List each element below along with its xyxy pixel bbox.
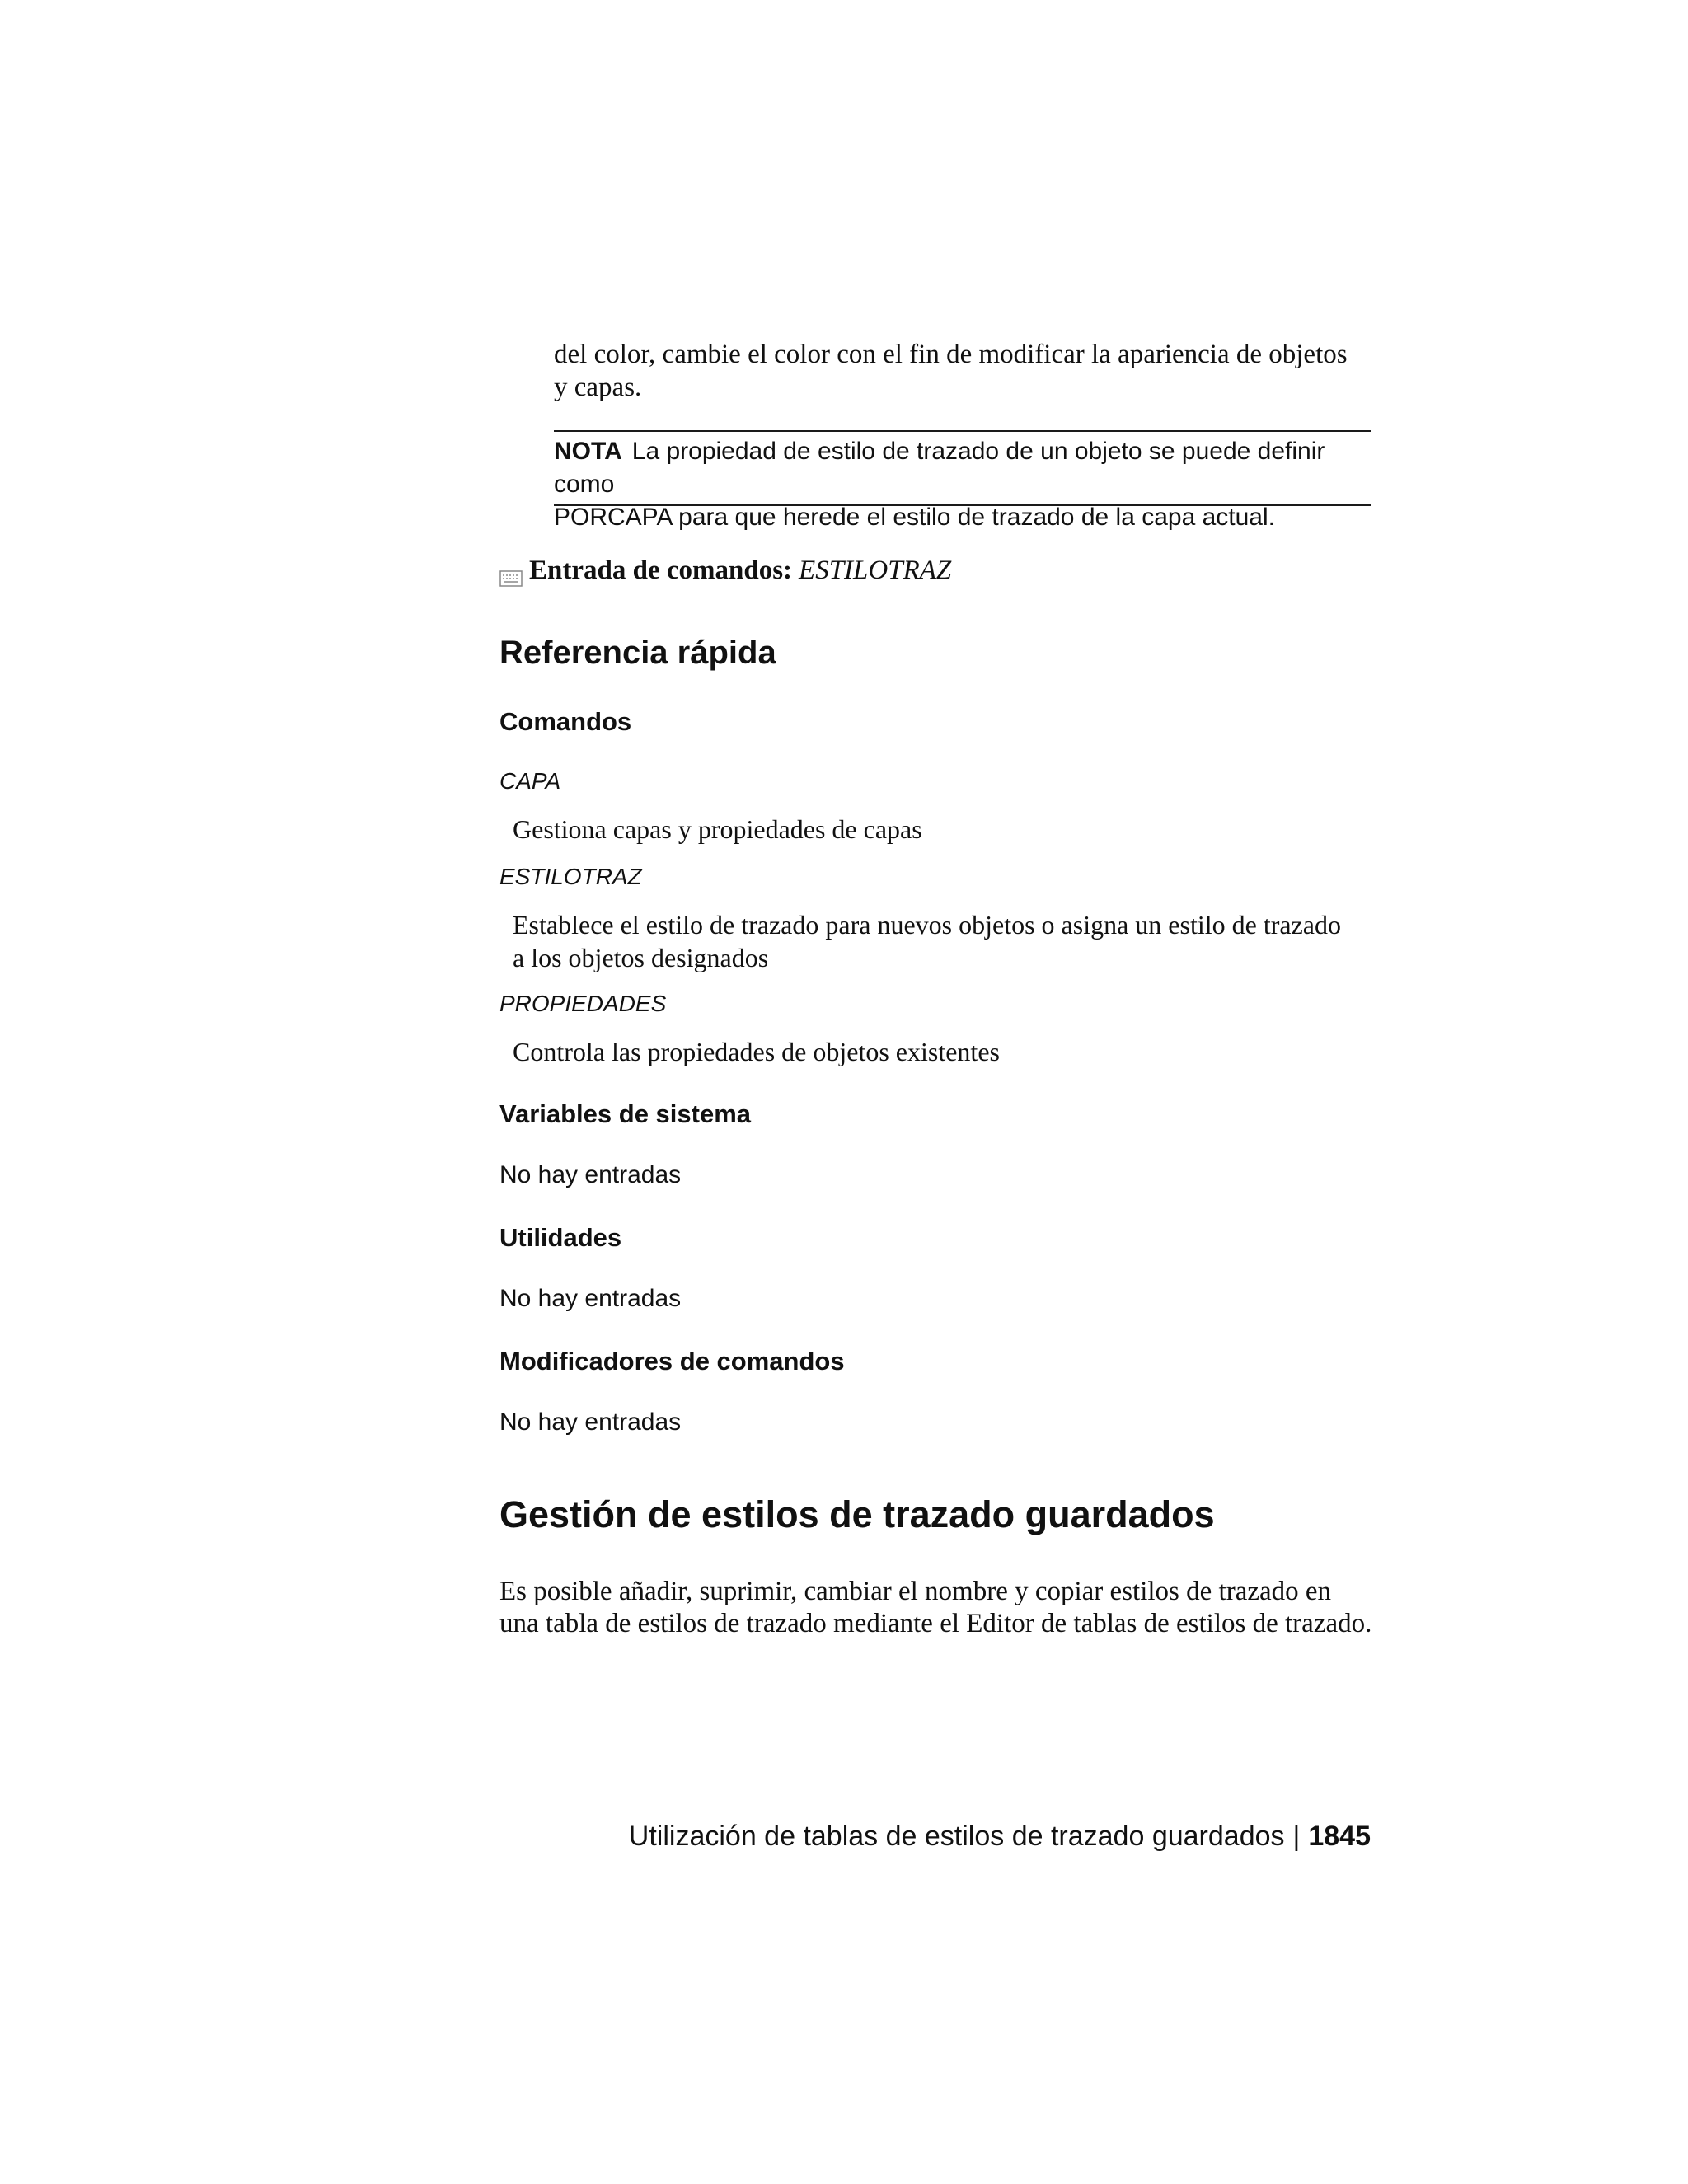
- command-desc-propiedades: Controla las propiedades de objetos existentes: [513, 1037, 1000, 1066]
- note-top-rule: [554, 430, 1371, 432]
- sysvars-text: No hay entradas: [499, 1161, 682, 1188]
- modifiers-heading: Modificadores de comandos: [499, 1347, 845, 1376]
- section-title: Gestión de estilos de trazado guardados: [499, 1493, 1215, 1535]
- command-name-estilotraz: ESTILOTRAZ: [499, 864, 642, 889]
- continuation-paragraph: [554, 338, 1378, 404]
- note-label: NOTA: [554, 438, 622, 465]
- continuation-line-2: y capas.: [554, 373, 642, 402]
- footer-chapter-title: Utilización de tablas de estilos de trazado guardados: [628, 1821, 1285, 1852]
- utilities-text: No hay entradas: [499, 1285, 682, 1312]
- command-entry-value: ESTILOTRAZ: [799, 555, 952, 585]
- section-line-1: Es posible añadir, suprimir, cambiar el nombre y copiar estilos de trazado en: [499, 1577, 1332, 1606]
- command-entry-label: Entrada de comandos:: [529, 555, 793, 585]
- command-name-propiedades: PROPIEDADES: [499, 991, 667, 1016]
- page-number: 1845: [1308, 1821, 1371, 1852]
- utilities-heading: Utilidades: [499, 1223, 622, 1252]
- command-entry: [499, 554, 1406, 587]
- note-line-2: PORCAPA para que herede el estilo de trazado de la capa actual.: [554, 504, 1275, 531]
- command-desc-estilotraz: [513, 908, 1378, 974]
- commands-heading: Comandos: [499, 707, 632, 736]
- command-name-capa: CAPA: [499, 768, 561, 794]
- continuation-line-1: del color, cambie el color con el fin de modificar la apariencia de objetos: [554, 340, 1348, 369]
- command-desc-estilotraz-line-2: a los objetos designados: [513, 943, 769, 972]
- note-block: [554, 435, 1378, 534]
- section-paragraph: [499, 1576, 1381, 1640]
- command-desc-capa: Gestiona capas y propiedades de capas: [513, 814, 922, 844]
- quick-reference-title: Referencia rápida: [499, 635, 776, 671]
- command-desc-estilotraz-line-1: Establece el estilo de trazado para nuevos objetos o asigna un estilo de trazado: [513, 910, 1341, 940]
- footer-separator: |: [1292, 1821, 1301, 1852]
- note-bottom-rule: [554, 504, 1371, 506]
- sysvars-heading: Variables de sistema: [499, 1099, 752, 1128]
- keyboard-icon: [499, 562, 523, 579]
- section-line-2: una tabla de estilos de trazado mediante el Editor de tablas de estilos de trazado.: [499, 1609, 1372, 1638]
- page-footer: [499, 1819, 1371, 1854]
- note-line-1: La propiedad de estilo de trazado de un objeto se puede definir como: [554, 438, 1325, 498]
- modifiers-text: No hay entradas: [499, 1408, 682, 1436]
